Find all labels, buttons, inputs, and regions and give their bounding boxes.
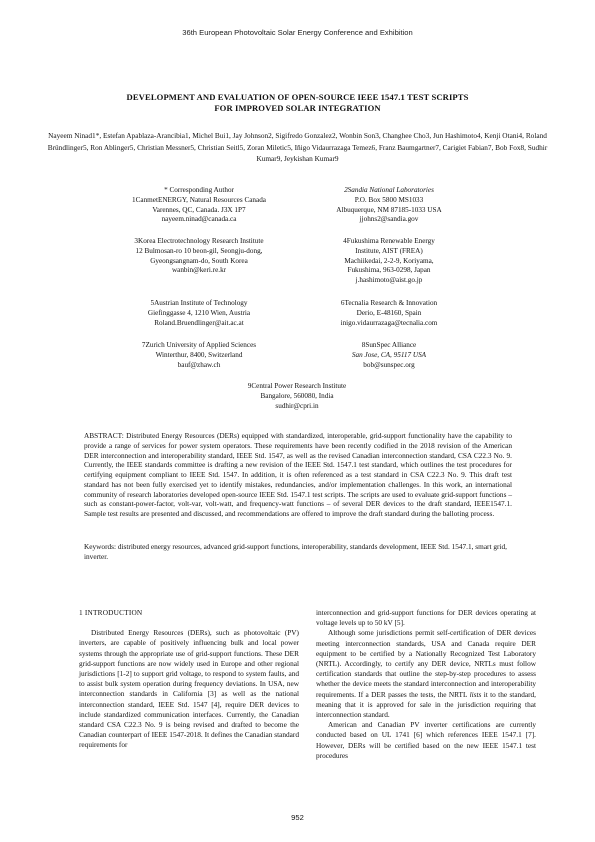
author-list: Nayeem Ninad1*, Estefan Apablaza-Arancibia1, Michel Bui1, Jay Johnson2, Sigifredo Gonzalez2, Wonbin Son3, Changhee Cho3, Jun Hashimoto4, Kenji Otani4, Roland Bründlinger5, Ron Ablinger5, Christian Messner5, Christian Seitl5, Zoran Miletic5, Iñigo Vidaurrazaga Temez6, Franz Baumgartner7, Carigiet Fabian7, Bob Fox8, Sudhir Kumar9, Jeykishan Kumar9 (47, 131, 548, 163)
affiliation-line: 6Tecnalia Research & Innovation (340, 299, 438, 307)
text-run: Although some jurisdictions permit self-certification of DER devices meeting interconnection standards, USA and Canada require DER equipment to be certified by a Nationally Recognized Test Laboratory (NRTL). Accordingly, to certify any DER device, NRTLs must follow certification standards that outline the step-by-step procedures to assess whether the device meets the standard interconnection and interoperability requirements. If a DER passes the tests, the NRTL (316, 628, 536, 699)
text-run: it to the standard, meaning that it is approved for sale in the jurisdiction requiring that interconnection standard. (316, 689, 536, 720)
affiliation-line: bob@sunspec.org (363, 360, 415, 369)
affiliation-line: 7Zurich University of Applied Sciences (141, 341, 257, 349)
paragraph (316, 628, 536, 720)
title-line-1: DEVELOPMENT AND EVALUATION OF OPEN-SOURCE IEEE 1547.1 TEST SCRIPTS (126, 92, 469, 102)
affiliation-line: Winterthur, 8400, Switzerland (155, 350, 243, 359)
affiliation-line: sudhir@cpri.in (275, 401, 319, 410)
keywords: Keywords: distributed energy resources, advanced grid-support functions, interoperability, standards development, IEEE Std. 1547.1, smart grid, inverter. (84, 542, 507, 561)
running-head: 36th European Photovoltaic Solar Energy Conference and Exhibition (182, 28, 413, 37)
affiliation-7 (104, 341, 294, 370)
affiliation-line: j.hashimoto@aist.go.jp (355, 276, 423, 285)
affiliation-1 (104, 186, 294, 225)
paragraph: American and Canadian PV inverter certifications are currently conducted based on UL 1741 [6] which references IEEE 1547.1 [7]. However, DERs will be certified based on the new IEEE 1547.1 test procedures (316, 720, 536, 760)
abstract: ABSTRACT: Distributed Energy Resources (DERs) equipped with standardized, interoperable, grid-support functionality have the capability to provide a range of services for power system operators. These requirements have been recently codified in the 2018 revision of the American DER interconnection and interoperability standard, IEEE Std. 1547, as well as the revised Canadian interconnection standard, CSA C22.3 No. 9. Currently, the IEEE standards committee is drafting a new revision of the IEEE Std. 1547.1 test standard, which outlines the test procedures for certifying equipment compliant to IEEE Std. 1547. In addition, it is often referenced as a test standard in CSA C22.3 No. 9. This draft test standard has not been fully exercised yet to identify mistakes, redundancies, and/or implementation challenges. In this work, an international community of research laboratories developed open-source IEEE Std. 1547.1 test scripts. The scripts are used to evaluate grid-support functions – such as constant-power-factor, volt-var, volt-watt, and frequency-watt functions – of several DER devices to the draft standard, IEEE1547.1. Sample test results are presented and discussed, and recommendations are offered to improve the draft standard during the balloting process. (84, 431, 512, 518)
affiliation-line: 12 Bulmosan-ro 10 beon-gil, Seongju-dong, (135, 246, 263, 255)
affiliation-line: Derio, E-48160, Spain (356, 308, 422, 317)
paragraph: Distributed Energy Resources (DERs), such as photovoltaic (PV) inverters, are capable of positively influencing bulk and local power systems through the appropriate use of grid-support functions. These DER grid-support functions are now widely used in Europe and other regional jurisdictions [1-2] to support grid voltage, to respond to system faults, and to assist bulk system operation during frequency deviations. In USA, new interconnection standards in California [3] as well as the national interconnection standard, IEEE Std. 1547 [4], require DER devices to include standardized communication interfaces. Currently, the Canadian standard CSA C22.3 No. 9 is being revised and drafted to become the Canadian counterpart of IEEE 1547-2018. It defines the Canadian standard requirements for (79, 628, 299, 750)
affiliation-3 (104, 237, 294, 276)
affiliation-line: Giefinggasse 4, 1210 Wien, Austria (147, 308, 251, 317)
paper-title (60, 92, 535, 114)
affiliation-line: Machiikedai, 2-2-9, Koriyama, (344, 256, 434, 265)
body-column-left (79, 608, 299, 751)
affiliation-line: P.O. Box 5800 MS1033 (354, 195, 424, 204)
affiliation-line: * Corresponding Author (164, 186, 234, 194)
affiliation-line: Roland.Bruendlinger@ait.ac.at (154, 318, 244, 327)
affiliation-line: jjohns2@sandia.gov (359, 215, 419, 224)
affiliation-5 (104, 299, 294, 328)
affiliation-4 (294, 237, 484, 286)
affiliation-2 (294, 186, 484, 225)
affiliation-8 (294, 341, 484, 370)
affiliation-line: Albuquerque, NM 87185-1033 USA (336, 205, 442, 214)
affiliation-line: bauf@zhaw.ch (177, 360, 221, 369)
affiliation-line: 8SunSpec Alliance (361, 341, 417, 349)
affiliation-line: Varennes, QC, Canada. J3X 1P7 (152, 205, 246, 214)
affiliation-line: 1CanmetENERGY, Natural Resources Canada (132, 195, 266, 204)
affiliation-line: Gyeongsangnam-do, South Korea (150, 256, 248, 265)
affiliation-line: San Jose, CA, 95117 USA (351, 350, 427, 359)
affiliation-line: 9Central Power Research Institute (247, 382, 347, 390)
title-line-2: FOR IMPROVED SOLAR INTEGRATION (214, 103, 381, 113)
affiliation-line: Institute, AIST (FREA) (355, 246, 423, 255)
affiliation-line: Fukushima, 963-0298, Japan (347, 266, 431, 275)
paragraph: interconnection and grid-support functions for DER devices operating at voltage levels up to 50 kV [5]. (316, 608, 536, 628)
affiliation-line: 2Sandia National Laboratories (344, 186, 434, 194)
affiliation-line: nayeem.ninad@canada.ca (161, 215, 237, 224)
affiliation-6 (294, 299, 484, 328)
affiliation-line: 4Fukushima Renewable Energy (343, 237, 435, 245)
emphasis: lists (469, 689, 482, 699)
affiliation-line: 3Korea Electrotechnology Research Institute (134, 237, 264, 245)
page-number: 952 (291, 813, 304, 822)
section-heading: 1 INTRODUCTION (79, 608, 143, 617)
body-column-right (316, 608, 536, 761)
affiliation-line: Bangalore, 560080, India (260, 391, 334, 400)
affiliation-line: wanbin@keri.re.kr (171, 266, 227, 275)
affiliation-line: 5Austrian Institute of Technology (150, 299, 248, 307)
affiliation-line: inigo.vidaurrazaga@tecnalia.com (340, 318, 438, 327)
affiliation-9 (202, 382, 392, 411)
